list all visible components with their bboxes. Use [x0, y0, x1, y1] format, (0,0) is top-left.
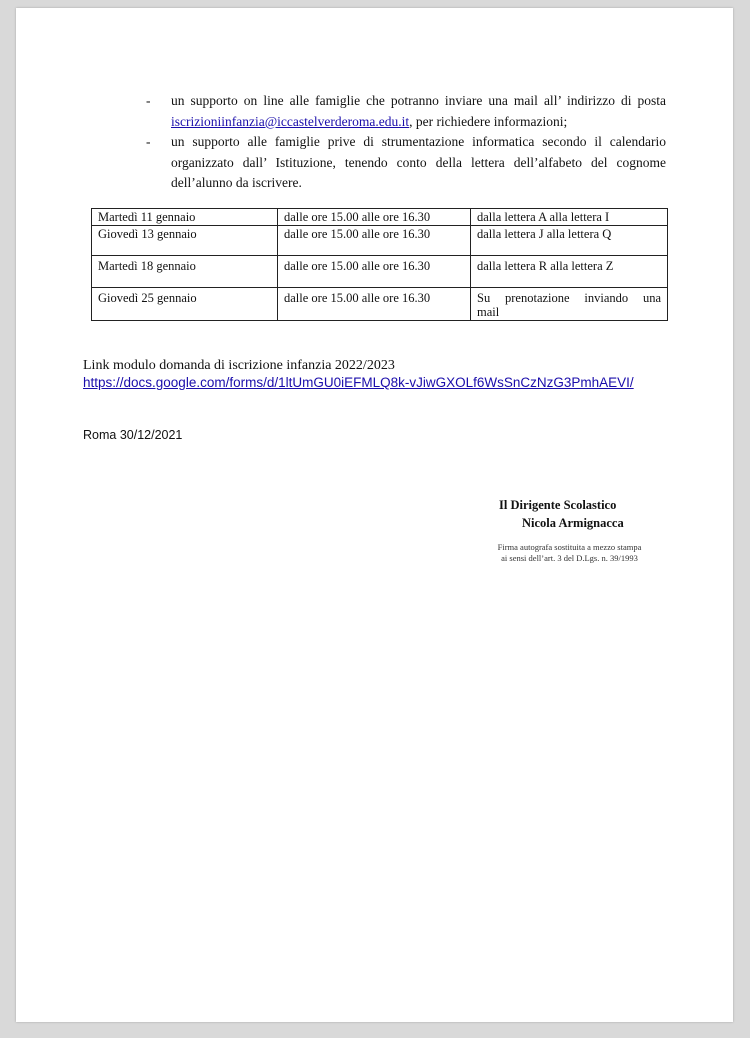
signature-title: Il Dirigente Scolastico	[499, 498, 617, 512]
table-cell-day: Martedì 18 gennaio	[92, 256, 278, 288]
table-row	[92, 209, 668, 226]
table-cell-note-line: mail	[477, 305, 500, 319]
bullet-text: un supporto on line alle famiglie che potranno inviare una mail all’ indirizzo di posta	[171, 93, 666, 108]
table-cell-time: dalle ore 15.00 alle ore 16.30	[278, 256, 471, 288]
table-cell-time: dalle ore 15.00 alle ore 16.30	[278, 226, 471, 256]
signature-note-line: ai sensi dell’art. 3 del D.Lgs. n. 39/1993	[501, 552, 638, 563]
signature-note-line: Firma autografa sostituita a mezzo stampa	[497, 542, 642, 552]
table-cell-day: Giovedì 13 gennaio	[92, 226, 278, 256]
email-link[interactable]: iscrizioniinfanzia@iccastelverderoma.edu.it	[171, 113, 410, 129]
signature-legal-note	[482, 542, 657, 563]
table-cell-day: Giovedì 25 gennaio	[92, 288, 278, 321]
table-cell-note: dalla lettera A alla lettera I	[471, 209, 668, 226]
table-cell-note-line: Su prenotazione inviando una	[477, 291, 661, 305]
table-row	[92, 256, 668, 288]
form-link-label: Link modulo domanda di iscrizione infanzia 2022/2023	[83, 358, 395, 373]
bullet-dash: -	[146, 134, 151, 149]
form-link-url[interactable]: https://docs.google.com/forms/d/1ltUmGU0iEFMLQ8k-vJiwGXOLf6WsSnCzNzG3PmhAEVI/	[83, 375, 634, 390]
table-cell-note	[471, 288, 668, 321]
table-cell-time: dalle ore 15.00 alle ore 16.30	[278, 209, 471, 226]
bullet-item-in-person-support	[146, 132, 666, 194]
table-cell-note: dalla lettera R alla lettera Z	[471, 256, 668, 288]
table-cell-day: Martedì 11 gennaio	[92, 209, 278, 226]
table-cell-note: dalla lettera J alla lettera Q	[471, 226, 668, 256]
document-date: Roma 30/12/2021	[83, 428, 183, 442]
bullet-text: un supporto alle famiglie prive di strumentazione informatica secondo il calendario organizzato dall’ Istituzione, tenendo conto della lettera dell’alfabeto del cognome dell’alunno da iscrivere.	[171, 134, 666, 190]
bullet-list	[146, 91, 666, 194]
form-link-block	[83, 357, 634, 392]
document-page	[16, 8, 733, 1022]
table-row	[92, 226, 668, 256]
bullet-item-online-support	[146, 91, 666, 132]
table-cell-time: dalle ore 15.00 alle ore 16.30	[278, 288, 471, 321]
signature-name: Nicola Armignacca	[522, 516, 624, 530]
bullet-dash: -	[146, 93, 151, 108]
schedule-table	[91, 208, 668, 321]
table-row	[92, 288, 668, 321]
bullet-text-end: , per richiedere informazioni;	[409, 113, 568, 129]
